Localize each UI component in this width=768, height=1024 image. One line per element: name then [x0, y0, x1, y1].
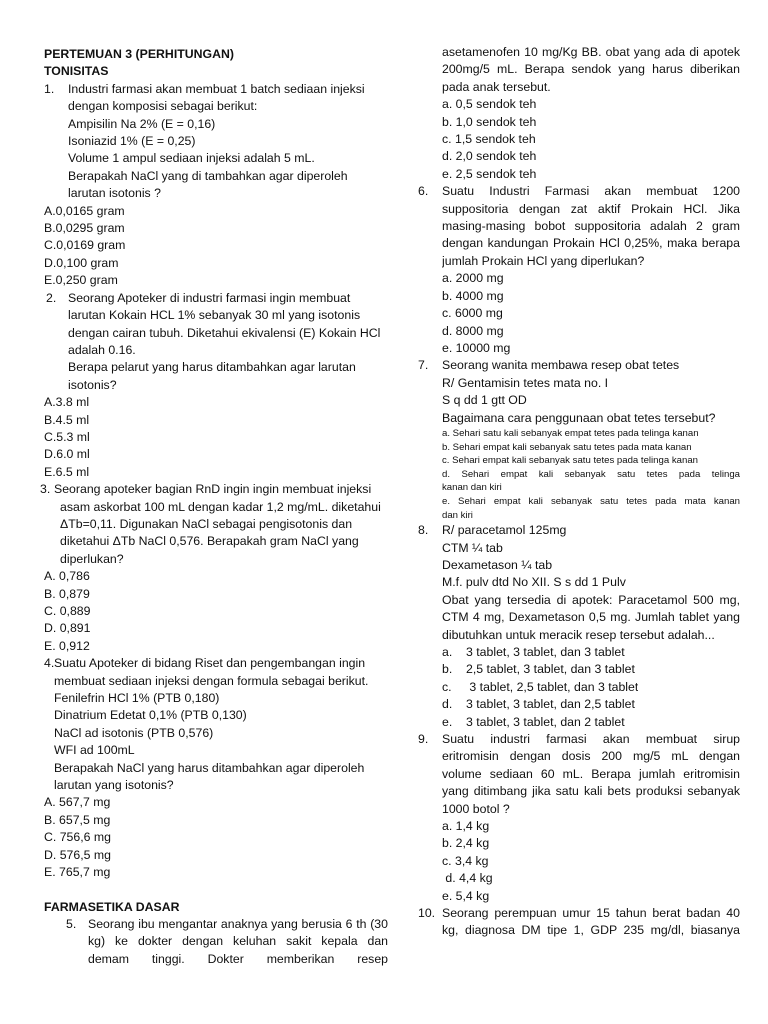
answer-option: E.6.5 ml: [44, 464, 90, 479]
question-text: Isoniazid 1% (E = 0,25): [68, 134, 196, 149]
answer-option: B.4.5 ml: [44, 412, 90, 427]
answer-option: c. Sehari empat kali sebanyak satu tetes pada telinga kanan: [442, 455, 698, 467]
answer-option: C. 756,6 mg: [44, 830, 111, 845]
question-10: [418, 905, 740, 940]
answer-option: [442, 679, 740, 696]
question-text: demam tinggi. Dokter memberikan resep: [88, 951, 388, 966]
section-subheading: TONISITAS: [44, 64, 109, 79]
question-text: Seorang wanita membawa resep obat tetes: [442, 358, 680, 373]
answer-option: B. 0,879: [44, 586, 90, 601]
question-text: dengan komposisi sebagai berikut:: [68, 99, 258, 114]
question-text: isotonis?: [68, 377, 117, 392]
option-text: 2,5 tablet, 3 tablet, dan 3 tablet: [466, 662, 635, 677]
answer-option: b. 2,4 kg: [442, 836, 490, 851]
question-9: [418, 731, 740, 905]
answer-option: A. 0,786: [44, 569, 90, 584]
section-heading: PERTEMUAN 3 (PERHITUNGAN): [44, 47, 234, 61]
answer-option: d. Sehari empat kali sebanyak satu tetes pada telinga: [442, 468, 740, 480]
question-text: CTM 4 mg, Dexametason 0,5 mg. Jumlah tablet yang: [442, 610, 740, 625]
answer-option: [442, 644, 740, 661]
question-2: [44, 290, 388, 394]
question-text: larutan yang isotonis?: [54, 778, 174, 793]
question-3: [40, 481, 388, 568]
option-text: 3 tablet, 3 tablet, dan 3 tablet: [466, 644, 625, 659]
answer-option: d. 8000 mg: [442, 323, 504, 338]
question-text: diketahui ΔTb NaCl 0,576. Berapakah gram NaCl yang: [60, 534, 359, 549]
answer-option: D. 0,891: [44, 621, 91, 636]
question-text: dibutuhkan untuk meracik resep tersebut adalah...: [442, 627, 715, 642]
question-text: R/ paracetamol 125mg: [442, 523, 567, 538]
option-text: 3 tablet, 3 tablet, dan 2,5 tablet: [466, 697, 635, 712]
question-number: 7.: [418, 358, 429, 373]
answer-option: c. 6000 mg: [442, 306, 503, 321]
answer-option: E. 765,7 mg: [44, 865, 111, 880]
answer-option: D.6.0 ml: [44, 447, 90, 462]
question-1: [44, 81, 388, 203]
question-number: 1.: [44, 81, 55, 96]
section-heading: FARMASETIKA DASAR: [44, 899, 180, 914]
spacer: [44, 882, 388, 899]
answer-option: [442, 714, 740, 731]
question-text: WFI ad 100mL: [54, 743, 135, 758]
question-text: eritromisin dengan dosis 200 mg/5 mL dengan: [442, 749, 740, 764]
answer-option: b. 1,0 sendok teh: [442, 114, 537, 129]
question-text: S q dd 1 gtt OD: [442, 393, 527, 408]
question-text: larutan isotonis ?: [68, 186, 161, 201]
answer-option: B. 657,5 mg: [44, 812, 111, 827]
question-text: Berapakah NaCl yang harus ditambahkan agar diperoleh: [54, 760, 365, 775]
answer-option: a. 0,5 sendok teh: [442, 97, 537, 112]
answer-option: e. 10000 mg: [442, 340, 511, 355]
answer-option: A.3.8 ml: [44, 395, 90, 410]
answer-option: a. Sehari satu kali sebanyak empat tetes pada telinga kanan: [442, 427, 699, 439]
question-number: 4.: [44, 656, 55, 671]
question-text: Volume 1 ampul sediaan injeksi adalah 5 mL.: [68, 151, 315, 166]
answer-option: a. 2000 mg: [442, 271, 504, 286]
question-text: volume sediaan 60 mL. Berapa jumlah eritromisin: [442, 766, 740, 781]
answer-option: [442, 661, 740, 678]
answer-option: B.0,0295 gram: [44, 221, 125, 236]
question-text: larutan Kokain HCL 1% sebanyak 30 ml yang isotonis: [68, 308, 361, 323]
question-5: [44, 916, 388, 968]
question-text: 1000 botol ?: [442, 801, 510, 816]
question-text: Suatu industri farmasi akan membuat sirup: [442, 731, 740, 746]
question-number: 8.: [418, 523, 429, 538]
answer-option: C. 0,889: [44, 604, 91, 618]
question-number: 6.: [418, 184, 429, 199]
answer-option: D.0,100 gram: [44, 255, 119, 270]
question-text: asam askorbat 100 mL dengan kadar 1,2 mg/mL. diketahui: [60, 499, 381, 514]
question-text: suppositoria dengan zat aktif Prokain HCl. Jika: [442, 201, 740, 216]
answer-option: e. 2,5 sendok teh: [442, 166, 537, 181]
question-text: dengan kandungan Prokain HCl 0,25%, maka berapa: [442, 236, 740, 251]
question-text: kg) ke dokter dengan keluhan sakit kepala dan: [88, 934, 388, 949]
option-letter: c.: [442, 679, 452, 694]
answer-option: A. 567,7 mg: [44, 795, 111, 810]
question-text: Seorang perempuan umur 15 tahun berat badan 40: [442, 906, 740, 921]
question-text: Seorang Apoteker di industri farmasi ingin membuat: [68, 290, 351, 305]
answer-option: b. Sehari empat kali sebanyak satu tetes pada mata kanan: [442, 441, 692, 453]
answer-option: c. 3,4 kg: [442, 853, 489, 868]
question-text: jumlah Prokain HCl yang diperlukan?: [442, 253, 645, 268]
answer-option: A.0,0165 gram: [44, 203, 125, 218]
question-text: Suatu Apoteker di bidang Riset dan pengembangan ingin: [54, 656, 366, 671]
answer-option: E.0,250 gram: [44, 273, 118, 288]
question-text: membuat sediaan injeksi dengan formula sebagai berikut.: [54, 673, 369, 688]
question-number: 10.: [418, 906, 436, 921]
option-letter: e.: [442, 714, 453, 729]
question-text: Seorang ibu mengantar anaknya yang berusia 6 th (30: [88, 916, 388, 931]
question-text: Fenilefrin HCl 1% (PTB 0,180): [54, 691, 220, 706]
answer-option: D. 576,5 mg: [44, 847, 111, 862]
left-column: [40, 46, 388, 968]
option-text: 3 tablet, 2,5 tablet, dan 3 tablet: [466, 679, 639, 694]
question-text: M.f. pulv dtd No XII. S s dd 1 Pulv: [442, 575, 626, 590]
question-text: Seorang apoteker bagian RnD ingin ingin membuat injeksi: [54, 482, 372, 497]
question-text: Suatu Industri Farmasi akan membuat 1200: [442, 184, 740, 199]
right-column: [418, 44, 740, 940]
question-number: 5.: [66, 916, 77, 931]
question-text: R/ Gentamisin tetes mata no. I: [442, 375, 609, 390]
question-text: CTM ¼ tab: [442, 540, 503, 555]
question-text: Ampisilin Na 2% (E = 0,16): [68, 116, 216, 131]
question-number: 9.: [418, 731, 429, 746]
option-letter: d.: [442, 697, 453, 712]
question-6: [418, 183, 740, 357]
question-text: Obat yang tersedia di apotek: Paracetamol 500 mg,: [442, 592, 740, 607]
question-4: [44, 655, 388, 794]
question-number: 2.: [46, 290, 57, 305]
question-text: masing-masing bobot suppositoria adalah 2 gram: [442, 219, 740, 234]
question-text: NaCl ad isotonis (PTB 0,576): [54, 725, 214, 740]
question-text: Dinatrium Edetat 0,1% (PTB 0,130): [54, 708, 247, 723]
question-text: pada anak tersebut.: [442, 79, 551, 94]
option-letter: b.: [442, 662, 453, 677]
question-text: diperlukan?: [60, 551, 124, 566]
question-8: [418, 522, 740, 731]
question-text: Industri farmasi akan membuat 1 batch sediaan injeksi: [68, 81, 365, 96]
question-text: 200mg/5 mL. Berapa sendok yang harus diberikan: [442, 62, 740, 77]
question-text: Bagaimana cara penggunaan obat tetes tersebut?: [442, 410, 716, 425]
question-text: Berapa pelarut yang harus ditambahkan agar larutan: [68, 360, 356, 375]
answer-option: dan kiri: [442, 509, 473, 521]
answer-option: C.5.3 ml: [44, 429, 90, 444]
answer-option: kanan dan kiri: [442, 482, 502, 494]
answer-option: a. 1,4 kg: [442, 819, 490, 833]
question-text: dengan cairan tubuh. Diketahui ekivalensi (E) Kokain HCl: [68, 325, 381, 340]
answer-option: E. 0,912: [44, 638, 90, 653]
answer-option: c. 1,5 sendok teh: [442, 132, 536, 147]
question-text: adalah 0.16.: [68, 342, 136, 357]
option-text: 3 tablet, 3 tablet, dan 2 tablet: [466, 714, 625, 729]
question-text: asetamenofen 10 mg/Kg BB. obat yang ada di apotek: [442, 45, 740, 59]
answer-option: C.0,0169 gram: [44, 238, 126, 253]
answer-option: e. Sehari empat kali sebanyak satu tetes pada mata kanan: [442, 495, 740, 507]
question-text: ΔTb=0,11. Digunakan NaCl sebagai pengisotonis dan: [60, 516, 353, 531]
question-text: Dexametason ¼ tab: [442, 557, 553, 572]
option-letter: a.: [442, 644, 453, 659]
question-text: yang ditimbang jika satu kali bets produksi sebanyak: [442, 784, 740, 799]
answer-option: d. 2,0 sendok teh: [442, 149, 537, 164]
question-7: [418, 357, 740, 522]
answer-option: e. 5,4 kg: [442, 888, 490, 903]
answer-option: d. 4,4 kg: [442, 871, 493, 886]
question-text: kg, diagnosa DM tipe 1, GDP 235 mg/dl, biasanya: [442, 923, 740, 938]
answer-option: b. 4000 mg: [442, 288, 504, 303]
question-text: Berapakah NaCl yang di tambahkan agar diperoleh: [68, 168, 348, 183]
answer-option: [442, 696, 740, 713]
question-number: 3.: [40, 482, 51, 497]
